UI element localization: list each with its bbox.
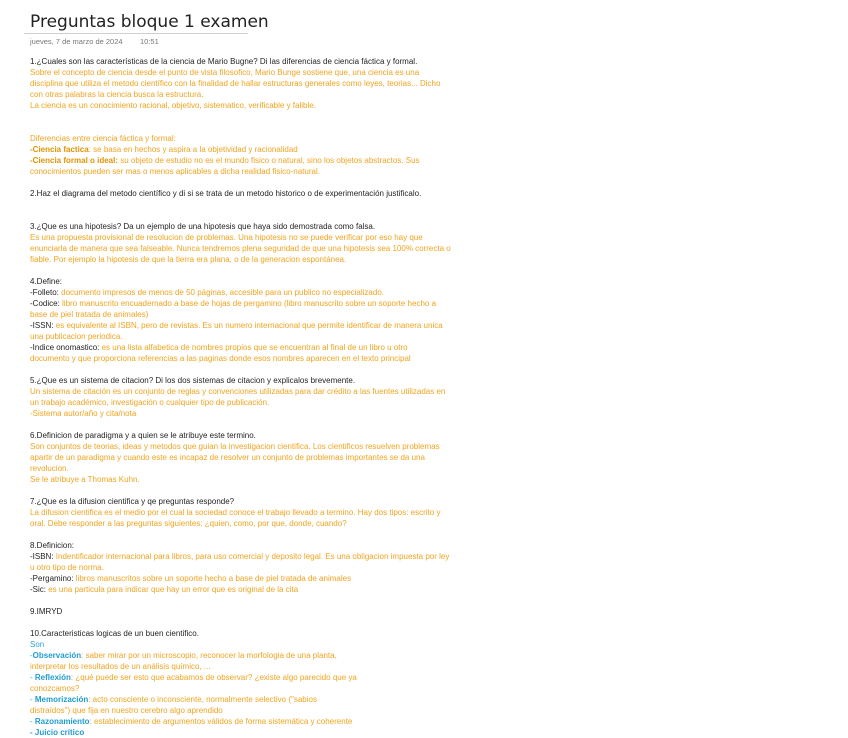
term-label: -ISBN:	[30, 552, 54, 561]
note-time: 10:51	[140, 37, 159, 46]
note-body[interactable]	[30, 56, 470, 738]
term-text: documento impresos de menos de 50 páginas, accesible para un publico no especializado.	[58, 288, 384, 297]
trait-line: - Memorización: acto consciente o inconsciente, normalmente selectivo ("sabios	[30, 695, 317, 704]
answer-6-line: Se le atribuye a Thomas Kuhn.	[30, 475, 140, 484]
trait-label: Reflexión	[34, 673, 71, 682]
definition-line	[30, 551, 470, 562]
question-6: 6.Definicion de paradigma y a quien se le atribuye este termino.	[30, 431, 256, 440]
answer-1-line: La ciencia es un conocimiento racional, objetivo, sistematico, verificable y falible.	[30, 101, 316, 110]
definition-line	[30, 584, 470, 595]
answer-6-line: apartir de un paradigma y cuando este es incapaz de resolver un conjunto de problemas importantes se da una	[30, 453, 425, 462]
answer-3-line: fiable. Por ejemplo la hipotesis de que la tierra era plana, o de la generacion espontánea.	[30, 255, 347, 264]
title-divider	[24, 33, 248, 34]
term-text: Indentificador internacional para libros, para uso comercial y deposito legal. Es una obligacion impuesta por ley	[53, 552, 450, 561]
trait-text: : establecimiento de argumentos válidos de forma sistemática y coherente	[89, 717, 353, 726]
question-10: 10.Caracteristicas logicas de un buen cientifico.	[30, 629, 199, 638]
trait-text: : saber mirar por un microscopio, reconocer la morfologia de una planta,	[81, 651, 337, 660]
trait-line: - Juicio crítico	[30, 728, 85, 737]
term-text: es una lista alfabetica de nombres propios que se encuentran al final de un libro u otro	[99, 343, 408, 352]
trait-line: interpretar los resultados de un análisis químico, ...	[30, 662, 211, 671]
answer-7-line: oral. Debe responder a las preguntas siguientes: ¿quien, como, por que, donde, cuando?	[30, 519, 347, 528]
definition-line	[30, 287, 470, 298]
trait-line: - Reflexión: ¿qué puede ser esto que acabamos de observar? ¿existe algo parecido que ya	[30, 673, 357, 682]
trait-line: conozcamos?	[30, 684, 80, 693]
definition-line	[30, 342, 470, 353]
definition-line: u otro tipo de norma.	[30, 563, 104, 572]
question-3: 3.¿Que es una hipotesis? Da un ejemplo de una hipotesis que haya sido demostrada como falsa.	[30, 222, 376, 231]
answer-5-line: un trabajo académico, investigación o cualquier tipo de publicación.	[30, 398, 270, 407]
note-date: jueves, 7 de marzo de 2024	[30, 37, 123, 46]
definition-line: base de piel tratada de animales)	[30, 310, 149, 319]
question-1: 1.¿Cuales son las características de la ciencia de Mario Bugne? Di las diferencias de ciencia fáctica y formal.	[30, 57, 418, 66]
term-label: -Pergamino:	[30, 574, 74, 583]
trait-label: Razonamiento	[34, 717, 90, 726]
term-label: -Indice onomastico:	[30, 343, 100, 352]
term-text: es equivalente al ISBN, pero de revistas. Es un numero internacional que permite identificar de manera unica	[53, 321, 443, 330]
answer-1-line: conocimientos pueden ser mas o menos aplicables a dicha realidad fisico-natural.	[30, 167, 320, 176]
term-text: libros manuscritos sobre un soporte hecho a base de piel tratada de animales	[73, 574, 352, 583]
answer-1-line	[30, 155, 470, 166]
trait-text: : acto consciente o inconsciente, normalmente selectivo ("sabios	[88, 695, 317, 704]
definition-line	[30, 320, 470, 331]
answer-1-line: disciplina que utiliza el metodo científico con la finalidad de hallar estructuras generales como leyes, teorias... Dicho	[30, 79, 441, 88]
answer-10-line: Son	[30, 640, 45, 649]
answer-1-line	[30, 144, 470, 155]
definition-line	[30, 298, 470, 309]
answer-1-line: con otras palabras la ciencia busca la estructura.	[30, 90, 204, 99]
trait-label: Memorización	[34, 695, 89, 704]
term-label: -Ciencia formal o ideal:	[30, 156, 119, 165]
term-text: su objeto de estudio no es el mundo fisico o natural, sino los objetos abstractos. Sus	[118, 156, 420, 165]
answer-7-line: La difusion cientifica es el medio por el cual la sociedad conoce el trabajo llevado a termino. Hay dos tipos: escrito y	[30, 508, 441, 517]
question-2: 2.Haz el diagrama del metodo científico y di si se trata de un metodo historico o de experimentación justificalo.	[30, 189, 422, 198]
question-9: 9.IMRYD	[30, 607, 63, 616]
question-5: 5.¿Que es un sistema de citacion? Di los dos sistemas de citacion y explicalos brevemente.	[30, 376, 356, 385]
question-7: 7.¿Que es la difusion cientifica y qe preguntas responde?	[30, 497, 235, 506]
answer-5-line: -Sistema autor/año y cita/nota	[30, 409, 137, 418]
term-label: -ISSN:	[30, 321, 54, 330]
answer-1-subheading: Diferencias entre ciencia fáctica y formal:	[30, 134, 176, 143]
term-label: -Folleto:	[30, 288, 59, 297]
question-8: 8.Definicion:	[30, 541, 75, 550]
definition-line: documento y que proporciona referencias a las paginas donde esos nombres aparecen en el texto principal	[30, 354, 411, 363]
answer-3-line: enunciarla de manera que sea falseable. Nunca tendremos plena seguridad de que una hipotesis sea 100% correcta o	[30, 244, 451, 253]
term-text: es una particula para indicar que hay un error que es original de la cita	[46, 585, 299, 594]
trait-line: - Razonamiento: establecimiento de argumentos válidos de forma sistemática y coherente	[30, 717, 353, 726]
answer-6-line: revolucion.	[30, 464, 69, 473]
answer-3-line: Es una propuesta provisional de resolucion de problemas. Una hipotesis no se puede verificar por eso hay que	[30, 233, 423, 242]
term-text: : se basa en hechos y aspira a la objetividad y racionalidad	[88, 145, 298, 154]
answer-1-line: Sobre el concepto de ciencia desde el punto de vista filosofico, Mario Bunge sostiene que, una ciencia es una	[30, 68, 420, 77]
answer-5-line: Un sistema de citación es un conjunto de reglas y convenciones utilizadas para dar crédito a las fuentes utilizadas en	[30, 387, 446, 396]
term-label: -Sic:	[30, 585, 46, 594]
term-text: libro manuscrito encuadernado a base de hojas de pergamino (libro manuscrito sobre un soporte hecho a	[59, 299, 437, 308]
term-label: -Codice:	[30, 299, 60, 308]
term-label: -Ciencia factica	[30, 145, 89, 154]
trait-label: Observación	[32, 651, 82, 660]
trait-line: distraídos") que fija en nuestro cerebro algo aprendido	[30, 706, 223, 715]
trait-text: : ¿qué puede ser esto que acabamos de observar? ¿existe algo parecido que ya	[70, 673, 357, 682]
definition-line	[30, 573, 470, 584]
trait-line: -Observación: saber mirar por un microscopio, reconocer la morfologia de una planta,	[30, 651, 337, 660]
answer-6-line: Son conjuntos de teorias, ideas y metodos que guian la investigacion cientifica. Los cientificos resuelven problemas	[30, 442, 440, 451]
question-4: 4.Define:	[30, 277, 63, 286]
page-title[interactable]: Preguntas bloque 1 examen	[30, 12, 269, 32]
definition-line: una publicacion periodica.	[30, 332, 123, 341]
